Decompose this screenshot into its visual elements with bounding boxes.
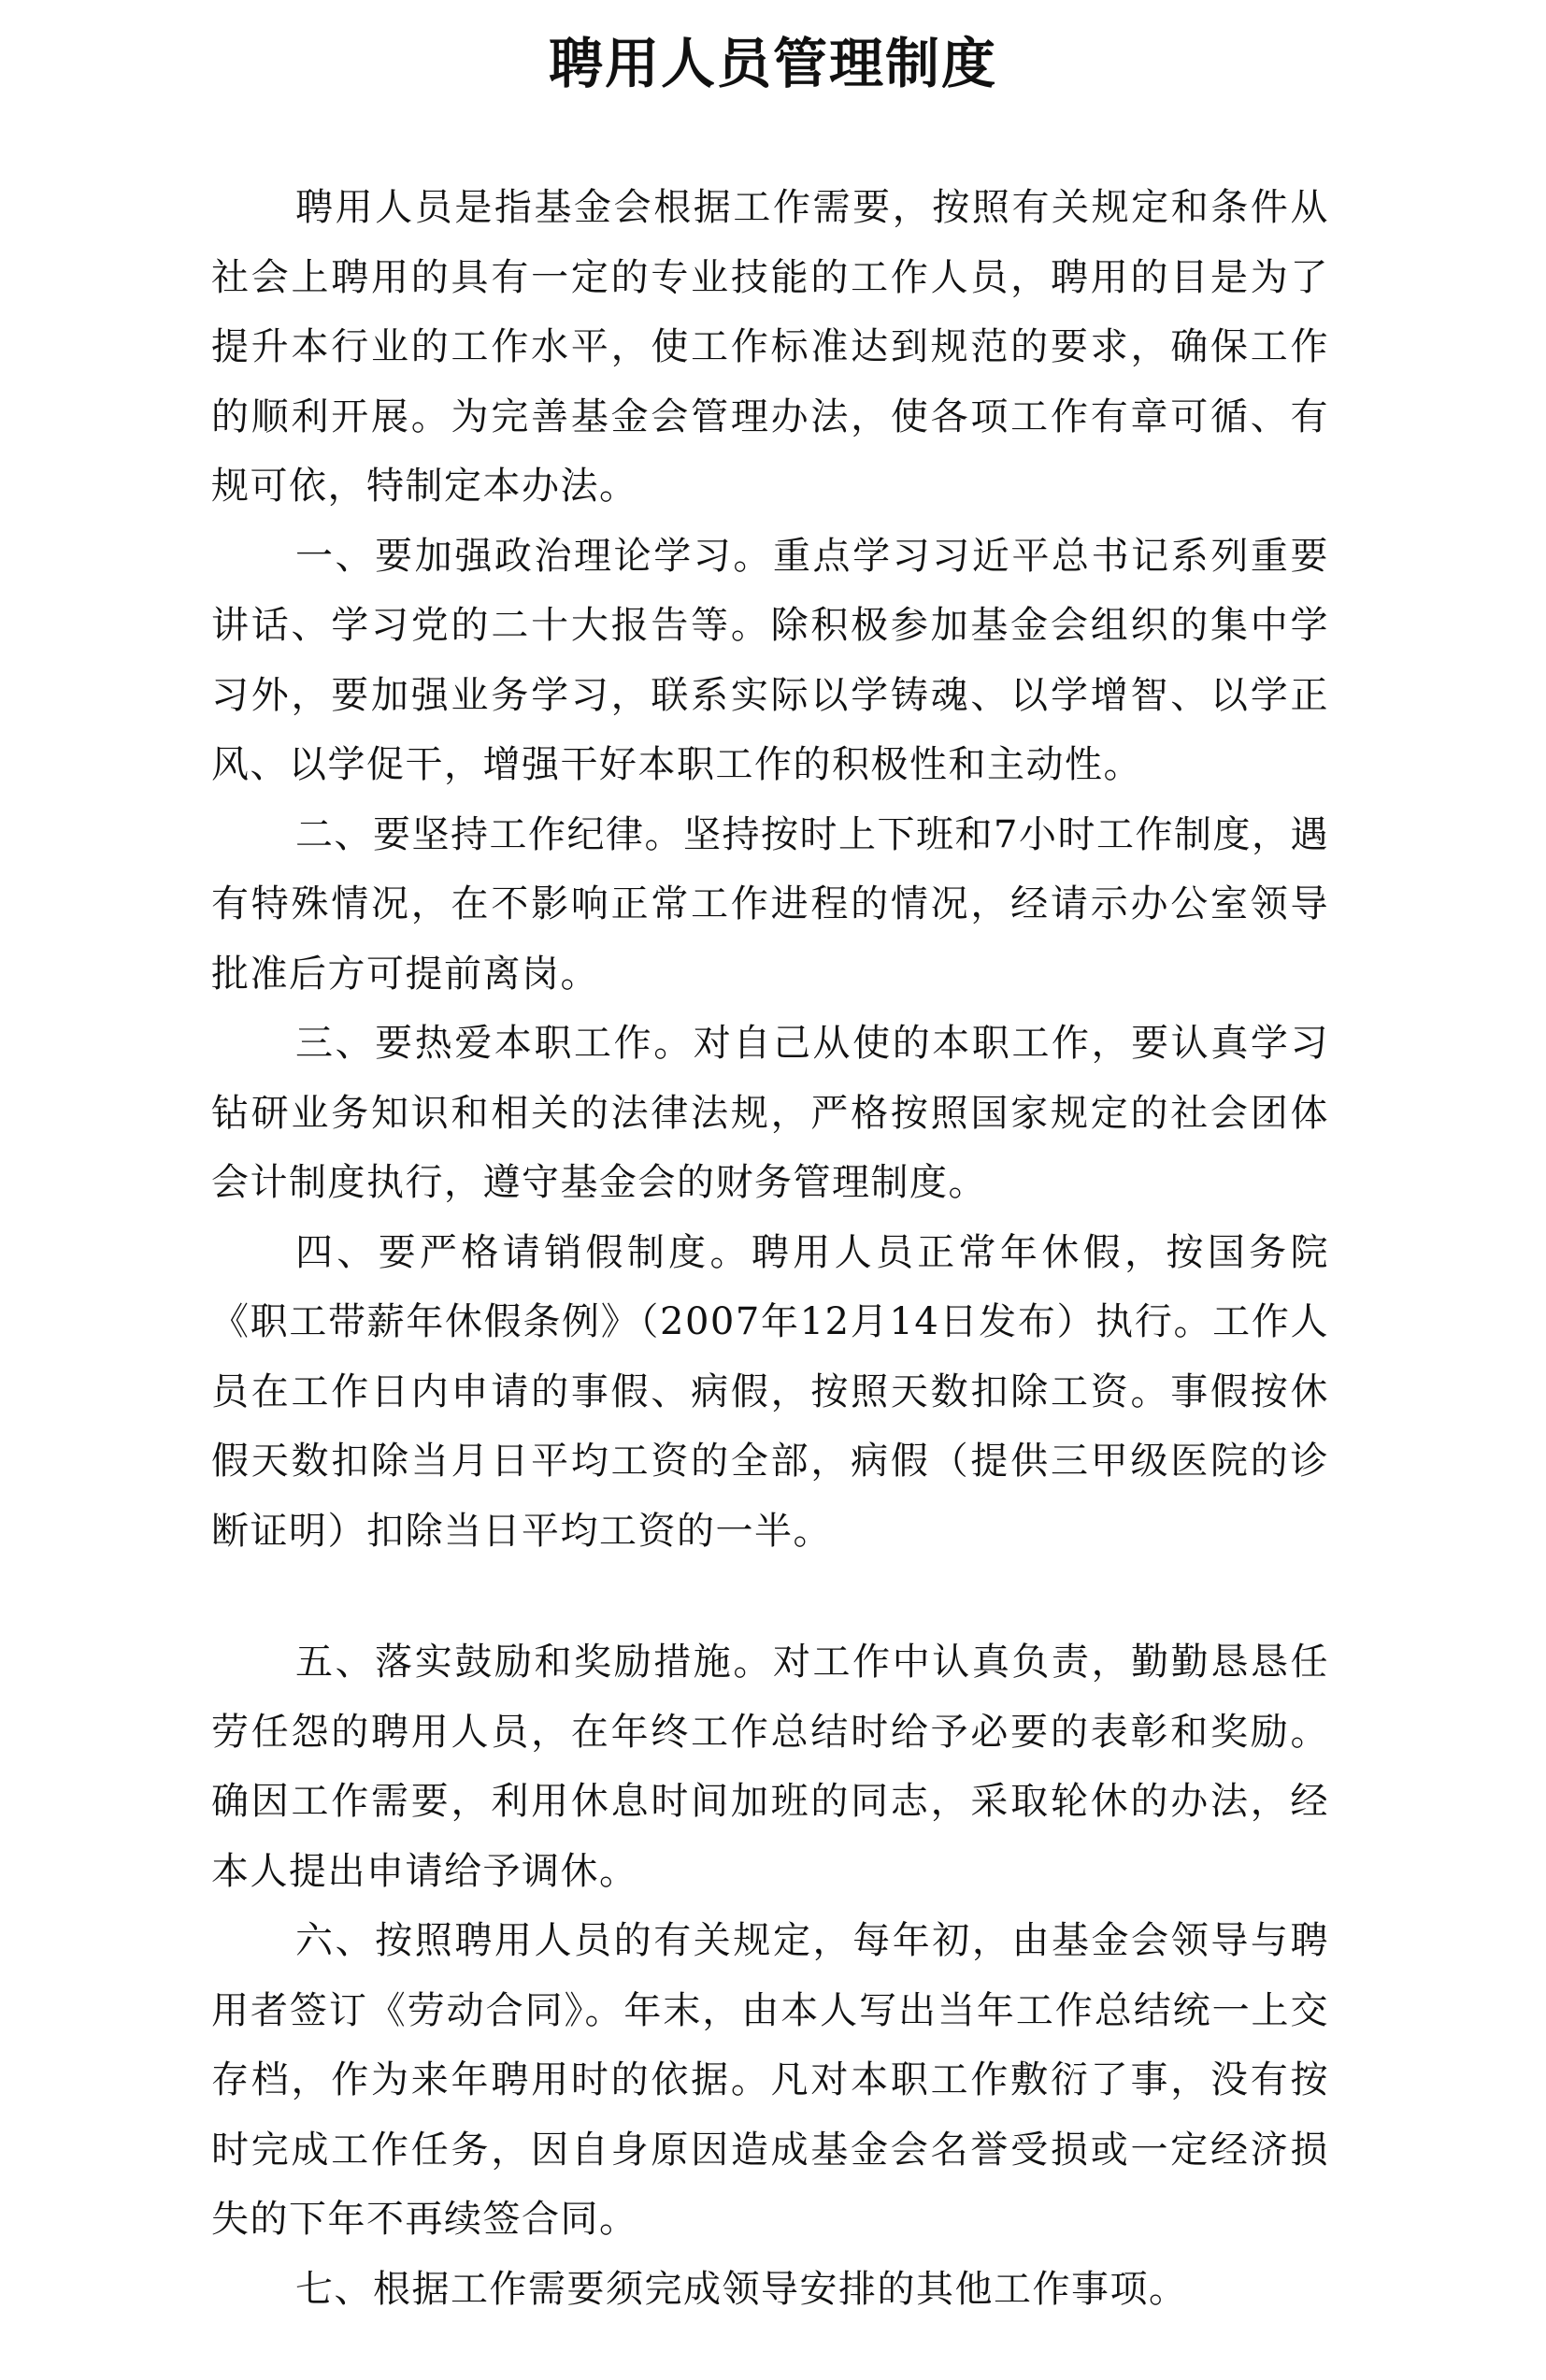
rule-2-paragraph: 二、要坚持工作纪律。坚持按时上下班和7小时工作制度，遇有特殊情况，在不影响正常工作进程的情况，经请示办公室领导批准后方可提前离岗。 bbox=[211, 812, 1329, 996]
rule-4-paragraph: 四、要严格请销假制度。聘用人员正常年休假，按国务院《职工带薪年休假条例》（2007年12月14日发布）执行。工作人员在工作日内申请的事假、病假，按照天数扣除工资。事假按休假天数扣除当月日平均工资的全部，病假（提供三甲级医院的诊断证明）扣除当日平均工资的一半。 bbox=[211, 1230, 1329, 1553]
intro-paragraph: 聘用人员是指基金会根据工作需要，按照有关规定和条件从社会上聘用的具有一定的专业技能的工作人员，聘用的目是为了提升本行业的工作水平，使工作标准达到规范的要求，确保工作的顺利开展。为完善基金会管理办法，使各项工作有章可循、有规可依，特制定本办法。 bbox=[211, 186, 1329, 508]
rule-7-paragraph: 七、根据工作需要须完成领导安排的其他工作事项。 bbox=[295, 2267, 1188, 2311]
rule-5-paragraph: 五、落实鼓励和奖励措施。对工作中认真负责，勤勤恳恳任劳任怨的聘用人员，在年终工作总结时给予必要的表彰和奖励。确因工作需要，利用休息时间加班的同志，采取轮休的办法，经本人提出申请给予调休。 bbox=[211, 1641, 1329, 1893]
rule-1-paragraph: 一、要加强政治理论学习。重点学习习近平总书记系列重要讲话、学习党的二十大报告等。除积极参加基金会组织的集中学习外，要加强业务学习，联系实际以学铸魂、以学增智、以学正风、以学促干，增强干好本职工作的积极性和主动性。 bbox=[211, 534, 1329, 786]
document-body bbox=[211, 173, 1329, 2324]
rule-6-paragraph: 六、按照聘用人员的有关规定，每年初，由基金会领导与聘用者签订《劳动合同》。年末，由本人写出当年工作总结统一上交存档，作为来年聘用时的依据。凡对本职工作敷衍了事，没有按时完成工作任务，因自身原因造成基金会名誉受损或一定经济损失的下年不再续签合同。 bbox=[211, 1919, 1329, 2241]
document-title: 聘用人员管理制度 bbox=[548, 32, 997, 95]
rule-3-paragraph: 三、要热爱本职工作。对自己从使的本职工作，要认真学习钻研业务知识和相关的法律法规，严格按照国家规定的社会团体会计制度执行，遵守基金会的财务管理制度。 bbox=[211, 1022, 1329, 1204]
